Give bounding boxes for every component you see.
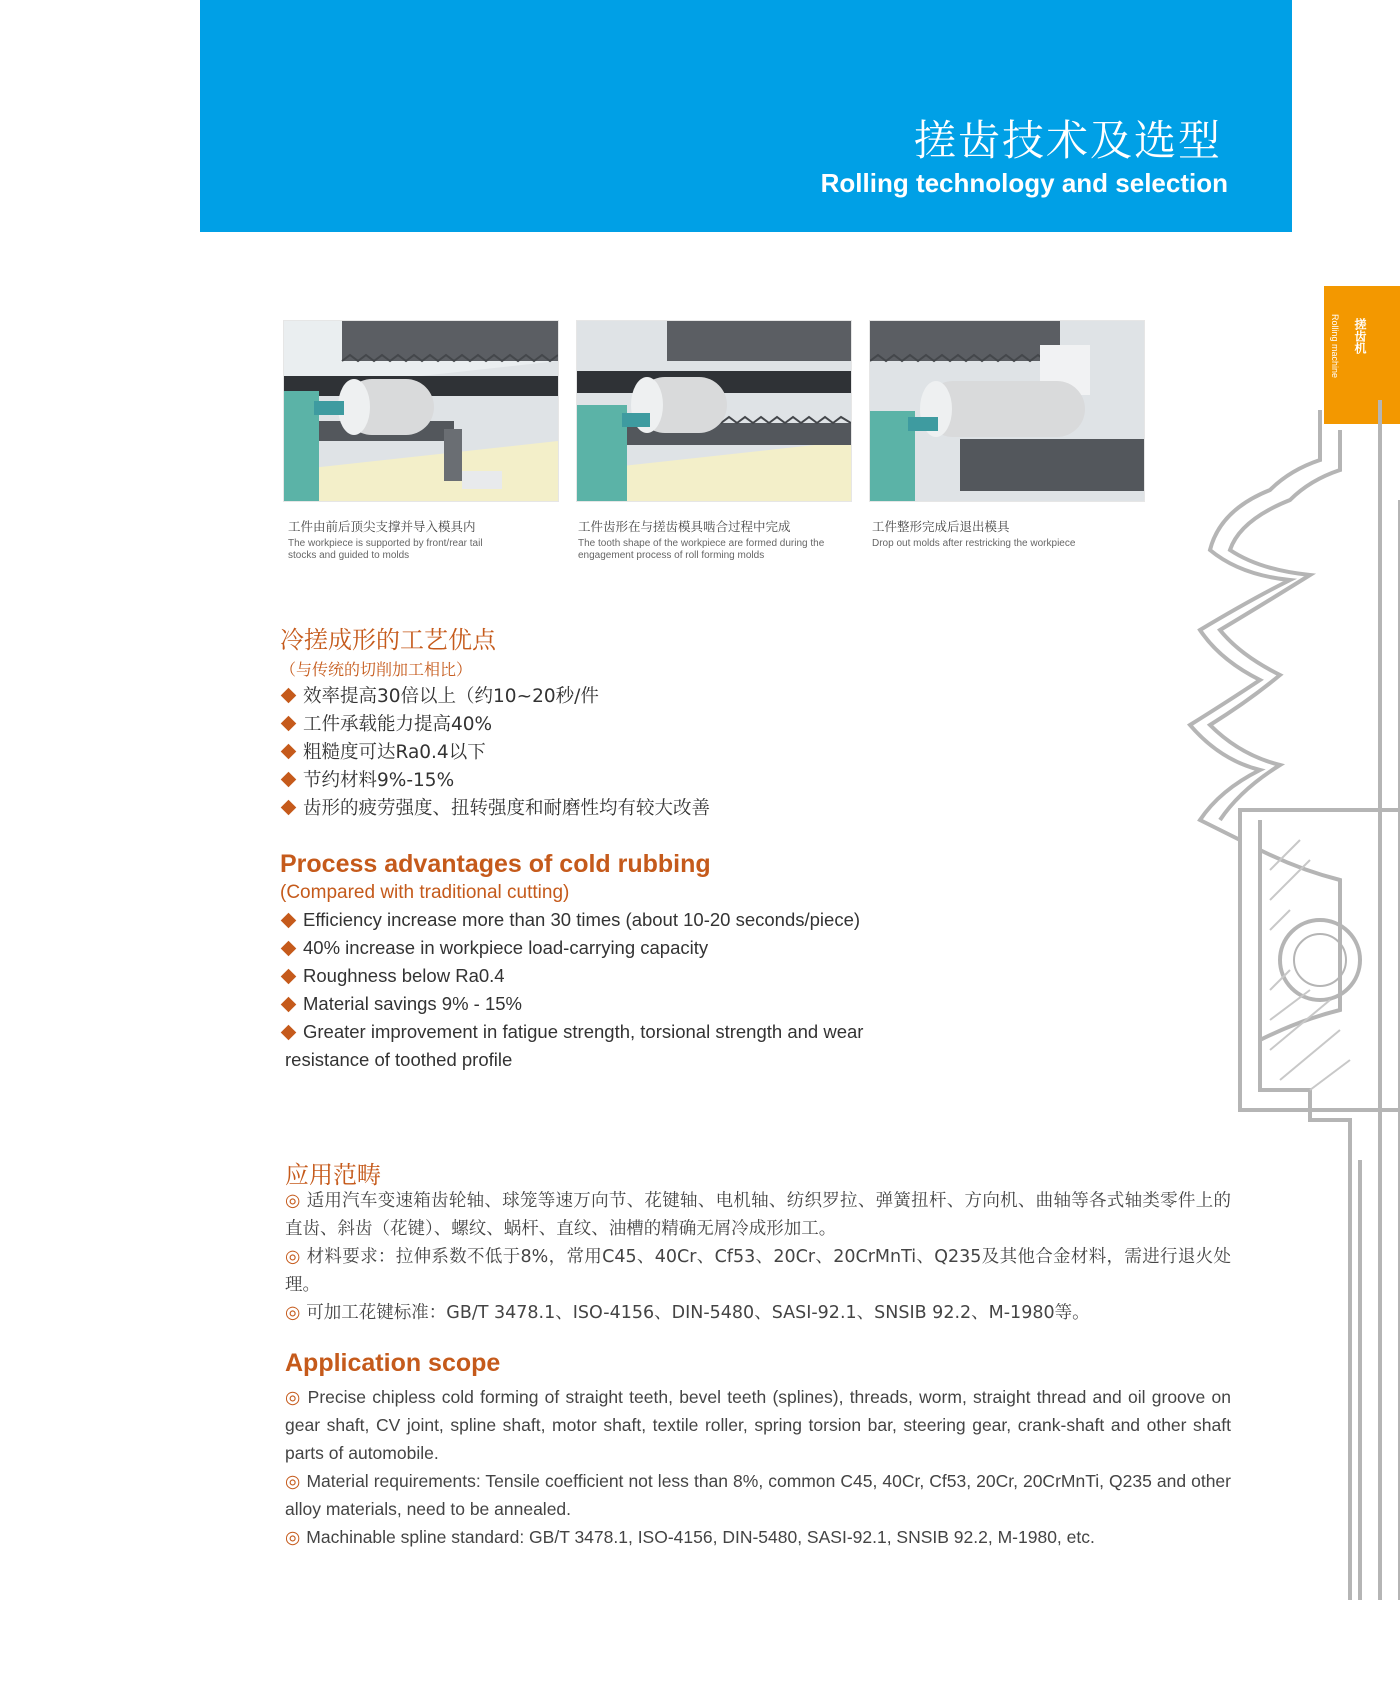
advantages-title-en: Process advantages of cold rubbing: [280, 850, 711, 878]
side-tab-label-cn: 搓齿机: [1353, 318, 1367, 354]
diamond-bullet-icon: [281, 687, 297, 703]
page-title-cn: 搓齿技术及选型: [913, 116, 1222, 165]
scope-paragraphs-cn: [285, 1187, 1231, 1327]
diamond-bullet-icon: [281, 715, 297, 731]
step-3-caption: [872, 517, 1162, 550]
scope-cn-p2: ◎ 材料要求：拉伸系数不低于8%，常用C45、40Cr、Cf53、20Cr、20CrMnTi、Q235及其他合金材料，需进行退火处理。: [285, 1247, 1231, 1295]
circle-bullet-icon: ◎: [285, 1191, 301, 1211]
scope-paragraphs-en: [285, 1383, 1231, 1551]
advantages-subtitle-cn: （与传统的切削加工相比）: [280, 660, 473, 679]
list-item: 节约材料9%-15%: [280, 765, 710, 793]
list-item: 40% increase in workpiece load-carrying capacity: [280, 934, 863, 962]
step-1-illustration: [283, 320, 559, 502]
diamond-bullet-icon: [281, 968, 297, 984]
step-2-illustration: [576, 320, 852, 502]
scope-en-p1: ◎ Precise chipless cold forming of straight teeth, bevel teeth (splines), threads, worm, straight thread and oil groove on gear shaft, CV joint, spline shaft, motor shaft, textile roller, spring torsion bar, steering gear, crank-shaft and other shaft parts of automobile.: [285, 1387, 1231, 1463]
step-2-caption-en: The tooth shape of the workpiece are formed during the engagement process of roll forming molds: [578, 538, 825, 561]
circle-bullet-icon: ◎: [285, 1471, 301, 1491]
list-item: Roughness below Ra0.4: [280, 962, 863, 990]
diamond-bullet-icon: [281, 771, 297, 787]
step-1-caption-cn: 工件由前后顶尖支撑并导入模具内: [288, 519, 476, 534]
advantages-title-cn: 冷搓成形的工艺优点: [280, 626, 496, 654]
circle-bullet-icon: ◎: [285, 1303, 301, 1323]
step-2-caption-cn: 工件齿形在与搓齿模具啮合过程中完成: [578, 519, 791, 534]
step-3-illustration: [869, 320, 1145, 502]
scope-cn-p1: ◎ 适用汽车变速箱齿轮轴、球笼等速万向节、花键轴、电机轴、纺织罗拉、弹簧扭杆、方向机、曲轴等各式轴类零件上的直齿、斜齿（花键）、螺纹、蜗杆、直纹、油槽的精确无屑冷成形加工。: [285, 1191, 1231, 1239]
diamond-bullet-icon: [281, 912, 297, 928]
advantages-list-en: [280, 906, 863, 1074]
side-tab-label-en: Rolling machine: [1330, 314, 1340, 379]
scope-en-p3: ◎ Machinable spline standard: GB/T 3478.1, ISO-4156, DIN-5480, SASI-92.1, SNSIB 92.2, M-1980, etc.: [285, 1527, 1095, 1547]
scope-title-cn: 应用范畴: [285, 1161, 381, 1189]
list-item-continuation: resistance of toothed profile: [285, 1049, 513, 1070]
step-3-caption-cn: 工件整形完成后退出模具: [872, 519, 1010, 534]
diamond-bullet-icon: [281, 940, 297, 956]
circle-bullet-icon: ◎: [285, 1387, 302, 1407]
circle-bullet-icon: ◎: [285, 1527, 301, 1547]
page-title-en: Rolling technology and selection: [820, 168, 1228, 198]
diamond-bullet-icon: [281, 743, 297, 759]
list-item: 工件承载能力提高40%: [280, 709, 710, 737]
scope-title-en: Application scope: [285, 1349, 501, 1377]
list-item: Efficiency increase more than 30 times (about 10-20 seconds/piece): [280, 906, 863, 934]
list-item: Material savings 9% - 15%: [280, 990, 863, 1018]
cv-joint-drawing: [1180, 400, 1400, 1600]
diamond-bullet-icon: [281, 996, 297, 1012]
advantages-list-cn: [280, 681, 710, 821]
step-1-caption: [288, 517, 578, 562]
list-item: 齿形的疲劳强度、扭转强度和耐磨性均有较大改善: [280, 793, 710, 821]
header-banner: [200, 0, 1292, 232]
list-item: 效率提高30倍以上（约10~20秒/件: [280, 681, 710, 709]
step-1-caption-en: The workpiece is supported by front/rear tail stocks and guided to molds: [288, 538, 483, 561]
scope-cn-p3: ◎ 可加工花键标准：GB/T 3478.1、ISO-4156、DIN-5480、SASI-92.1、SNSIB 92.2、M-1980等。: [285, 1303, 1090, 1323]
list-item: Greater improvement in fatigue strength, torsional strength and wear: [280, 1018, 863, 1046]
advantages-subtitle-en: (Compared with traditional cutting): [280, 882, 570, 903]
step-2-caption: [578, 517, 868, 562]
scope-en-p2: ◎ Material requirements: Tensile coefficient not less than 8%, common C45, 40Cr, Cf53, 20Cr, 20CrMnTi, Q235 and other alloy materials, need to be annealed.: [285, 1471, 1231, 1519]
diamond-bullet-icon: [281, 799, 297, 815]
circle-bullet-icon: ◎: [285, 1247, 301, 1267]
step-3-caption-en: Drop out molds after restricking the workpiece: [872, 538, 1076, 549]
list-item: 粗糙度可达Ra0.4以下: [280, 737, 710, 765]
diamond-bullet-icon: [281, 1024, 297, 1040]
